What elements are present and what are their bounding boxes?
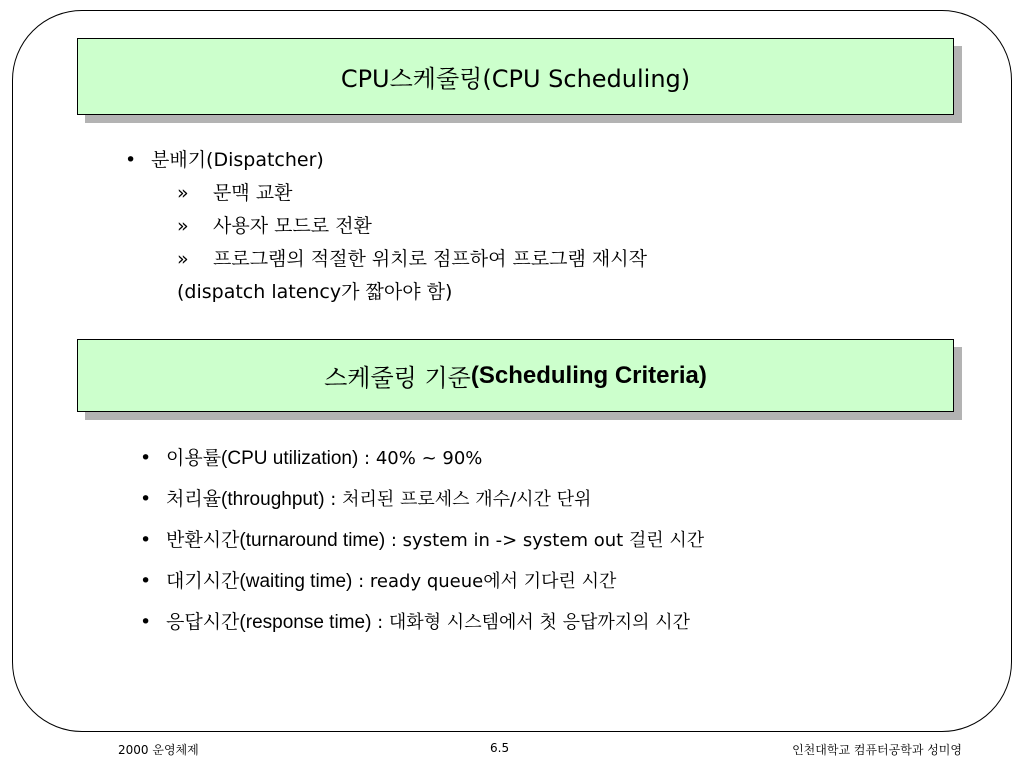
dispatcher-section [125,144,647,309]
criteria-desc: 처리된 프로세스 개수/시간 단위 [342,489,592,510]
title-cpu-scheduling [77,38,954,115]
sub-item [125,243,647,276]
bullet-icon: • [140,447,152,469]
criteria-list [140,438,704,643]
criteria-term: 대기시간(waiting time) [166,571,353,592]
sub-item-text: 사용자 모드로 전환 [213,215,372,237]
dispatcher-heading-row [125,144,647,177]
title-cpu-scheduling-text: CPU스케줄링(CPU Scheduling) [340,65,691,93]
dispatcher-heading: 분배기(Dispatcher) [151,149,324,171]
footer-author: 인천대학교 컴퓨터공학과 성미영 [792,743,962,757]
criteria-desc: 대화형 시스템에서 첫 응답까지의 시간 [388,612,691,633]
criteria-separator: : [324,489,343,510]
bullet-icon: • [140,488,152,510]
criteria-term: 처리율(throughput) [166,489,325,510]
criteria-desc: 40% ~ 90% [375,448,483,469]
bullet-icon: • [140,570,152,592]
criteria-item [140,561,704,602]
title-scheduling-criteria [77,339,954,412]
criteria-separator: : [352,571,370,592]
criteria-desc: system in -> system out 걸린 시간 [402,530,705,551]
criteria-separator: : [358,448,376,469]
criteria-term: 이용률(CPU utilization) [166,448,359,469]
title-criteria-prefix: 스케줄링 기준 [324,364,471,392]
criteria-item [140,479,704,520]
criteria-separator: : [371,612,389,633]
bullet-icon: • [140,529,152,551]
criteria-item [140,602,704,643]
double-chevron-icon: » [177,215,189,237]
bullet-icon: • [125,149,137,171]
criteria-term: 응답시간(response time) [166,612,372,633]
sub-item-text: 문맥 교환 [213,182,293,204]
sub-item [125,210,647,243]
double-chevron-icon: » [177,182,189,204]
title-criteria-bold: (Scheduling Criteria) [470,361,707,389]
double-chevron-icon: » [177,248,189,270]
criteria-item [140,520,704,561]
sub-item [125,177,647,210]
criteria-term: 반환시간(turnaround time) [166,530,386,551]
sub-item-text: 프로그램의 적절한 위치로 점프하여 프로그램 재시작 [213,248,647,270]
footer-course: 2000 운영체제 [118,743,199,757]
criteria-desc: ready queue에서 기다린 시간 [369,571,617,592]
dispatch-latency-note: (dispatch latency가 짧아야 함) [177,281,453,303]
criteria-item [140,438,704,479]
footer-page-number: 6.5 [490,741,510,755]
bullet-icon: • [140,611,152,633]
criteria-separator: : [385,530,403,551]
